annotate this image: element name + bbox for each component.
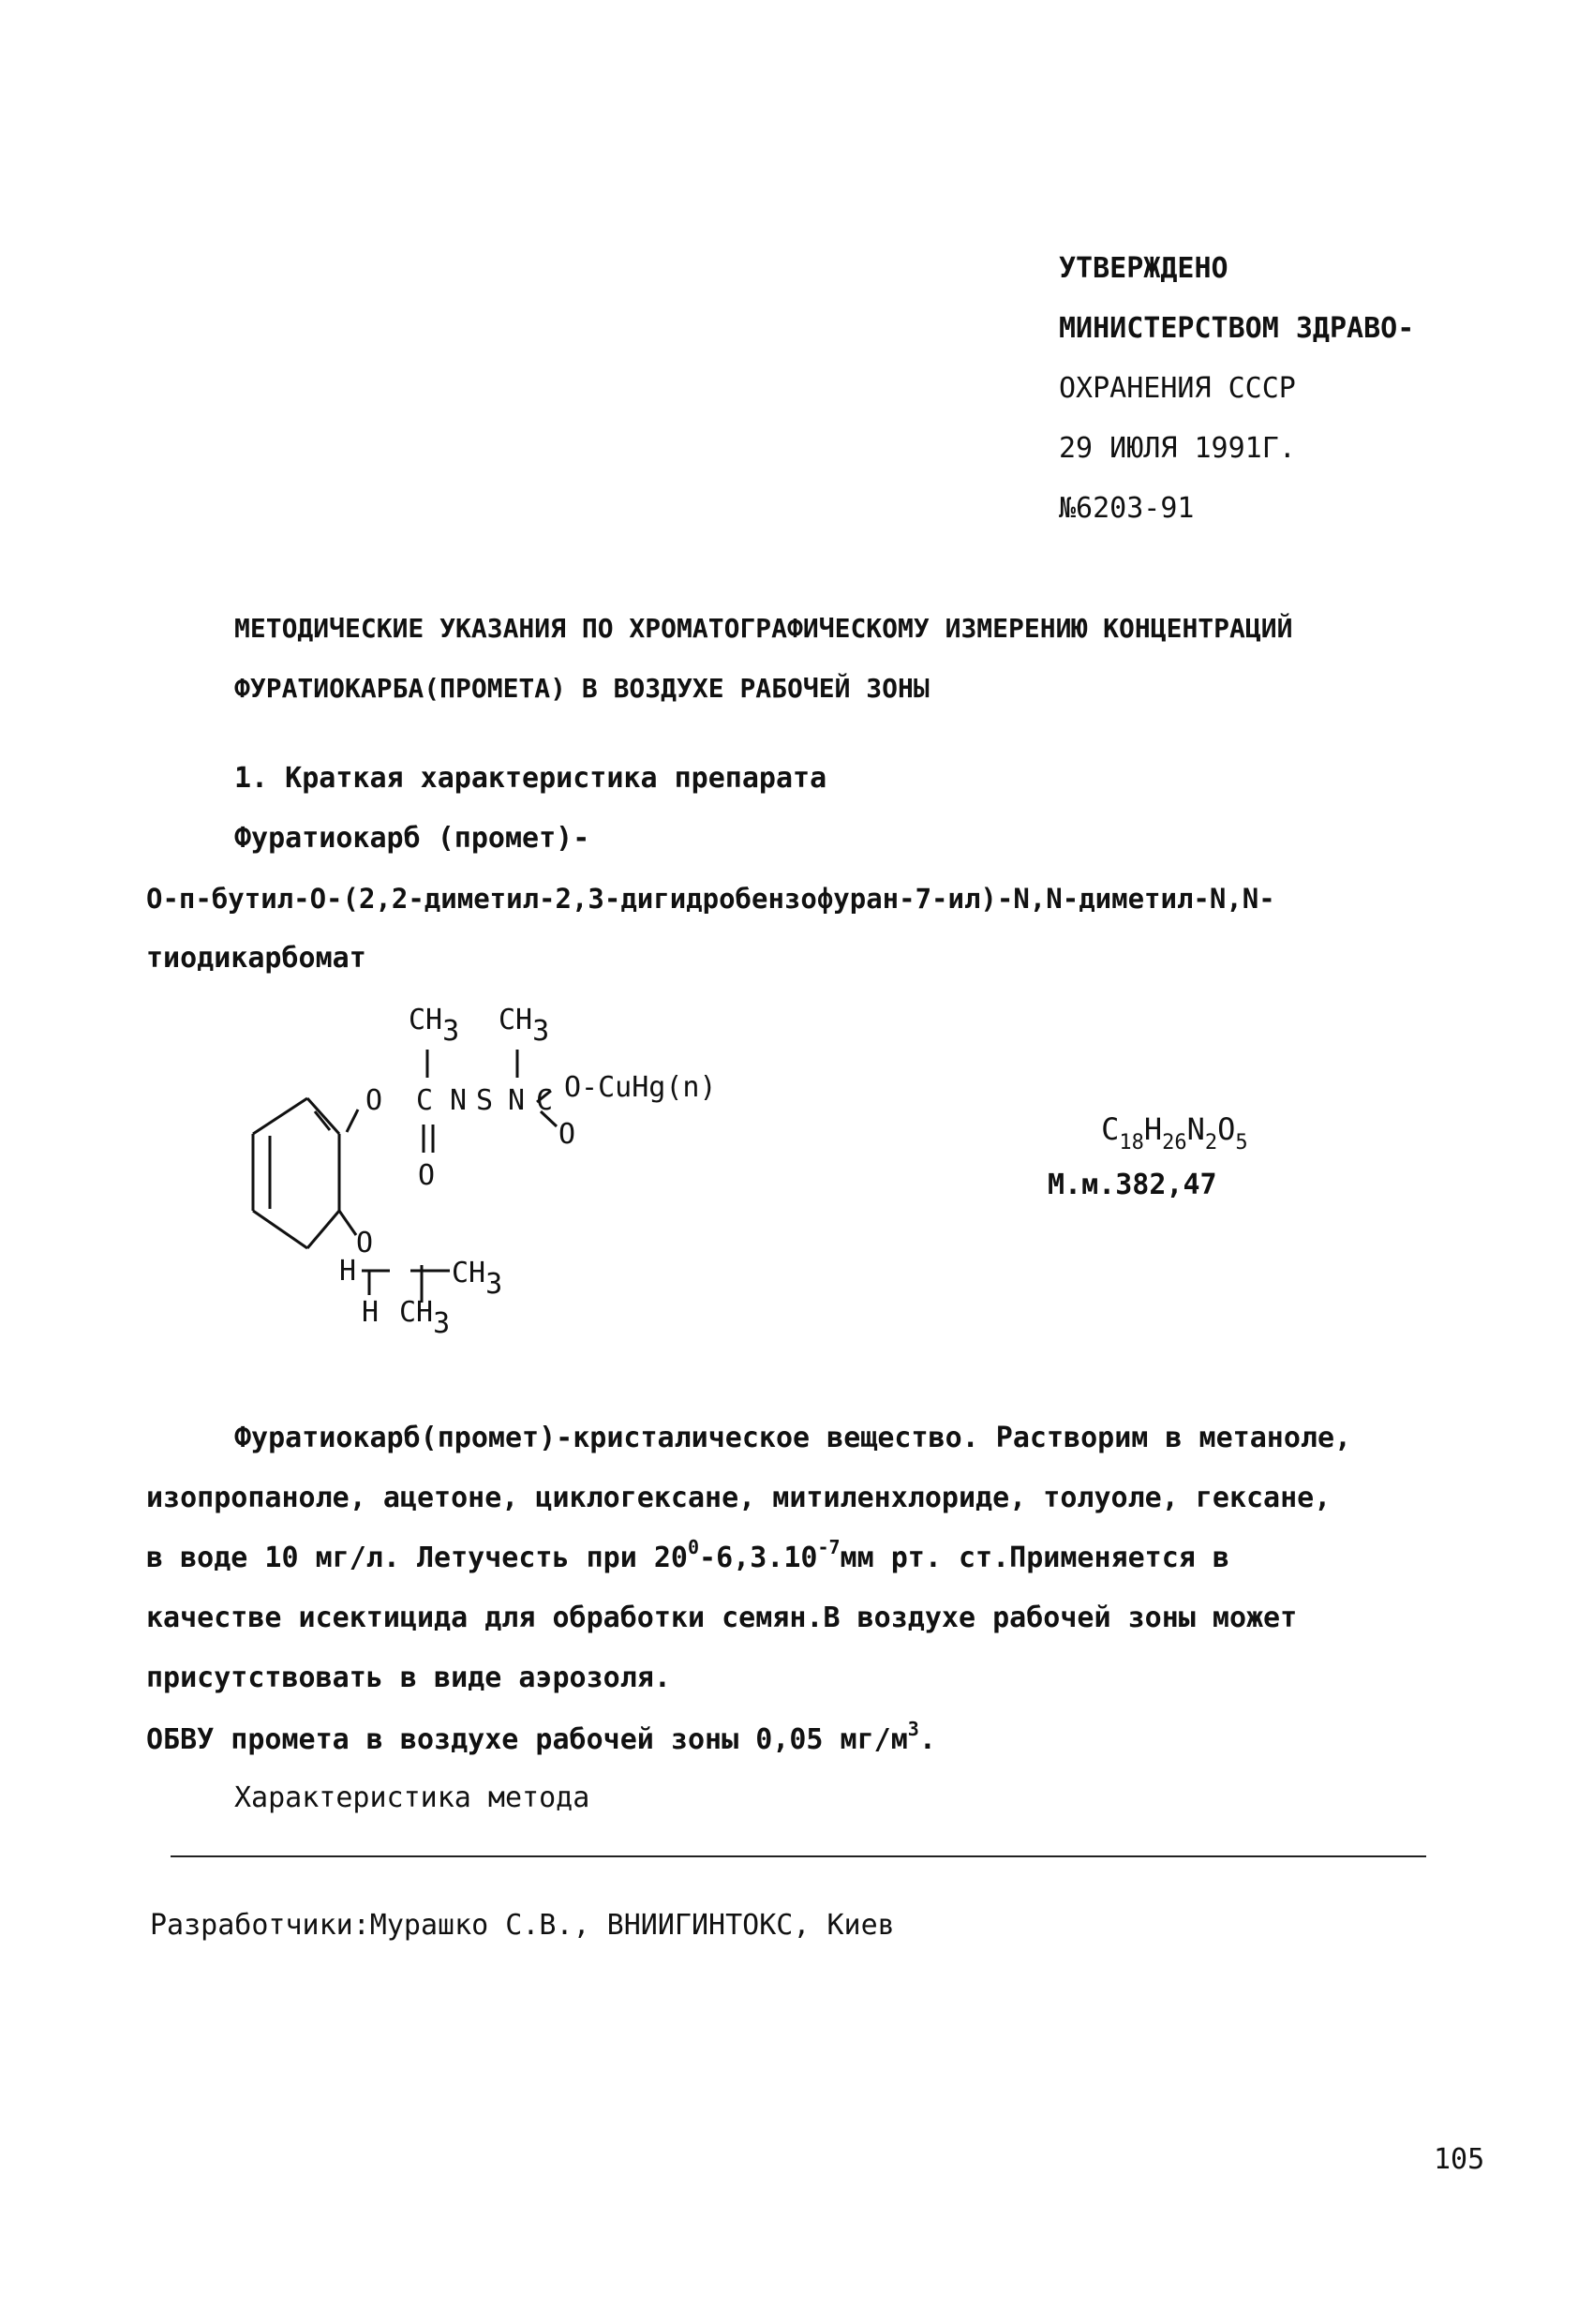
description-line-3: в воде 10 мг/л. Летучесть при $20^0-6,3.10^{-7}мм$ рт. ст.Применяется в [146, 1536, 1229, 1574]
ch3-left-label: CH3 [409, 1004, 460, 1048]
document-title-line-2: ФУРАТИОКАРБА(ПРОМЕТА) В ВОЗДУХЕ РАБОЧЕЙ ЗОНЫ [234, 673, 930, 704]
approval-number: №6203-91 [1059, 492, 1195, 525]
molecular-formula: $C_{18}H_{26}N_2O_5$ [1101, 1111, 1248, 1155]
ester-oxygen-label: O [365, 1084, 383, 1117]
sulfur-label: S [476, 1084, 494, 1117]
approval-line-4: 29 ИЮЛЯ 1991Г. [1059, 432, 1296, 465]
description-line-2: изопропаноле, ацетоне, циклогексане, митиленхлориде, толуоле, гексане, [146, 1482, 1332, 1514]
obuv-line: ОБВУ промета в воздухе рабочей зоны 0,05 $мг/м^3$. [146, 1718, 936, 1756]
developers-footnote: Разработчики:Мурашко С.В., ВНИИГИНТОКС, Киев [150, 1909, 895, 1942]
structural-formula-drawing [225, 993, 862, 1387]
carbonyl-carbon-left: C [416, 1084, 434, 1117]
description-line-4: качестве исектицида для обработки семян.В воздухе рабочей зоны может [146, 1601, 1298, 1634]
carbonyl-carbon-right: C [536, 1084, 554, 1117]
page-number: 105 [1434, 2143, 1485, 2176]
compound-name: Фуратиокарб (промет)- [234, 822, 590, 855]
ch3-ring-side-label: CH3 [452, 1257, 503, 1301]
hydrogen-top-label: H [339, 1255, 357, 1288]
document-title-line-1: МЕТОДИЧЕСКИЕ УКАЗАНИЯ ПО ХРОМАТОГРАФИЧЕСКОМУ ИЗМЕРЕНИЮ КОНЦЕНТРАЦИЙ [234, 613, 1293, 644]
iupac-name-line-2: тиодикарбомат [146, 942, 366, 975]
o-cuhg-label: O-CuHg(n) [564, 1071, 717, 1104]
approval-line-3: ОХРАНЕНИЯ СССР [1059, 372, 1296, 405]
approval-line-2: МИНИСТЕРСТВОМ ЗДРАВО- [1059, 312, 1415, 345]
nitrogen-right: N [508, 1084, 526, 1117]
ch3-ring-bottom-label: CH3 [399, 1296, 451, 1340]
carbonyl-oxygen-left: O [418, 1159, 436, 1192]
iupac-name-line-1: О-п-бутил-О-(2,2-диметил-2,3-дигидробензофуран-7-ил)-N,N-диметил-N,N- [146, 883, 1275, 915]
description-line-1: Фуратиокарб(промет)-кристалическое вещество. Растворим в метаноле, [234, 1422, 1352, 1454]
method-heading: Характеристика метода [234, 1781, 590, 1814]
molecular-mass: М.м.382,47 [1048, 1169, 1217, 1201]
description-line-5: присутствовать в виде аэрозоля. [146, 1661, 671, 1694]
ch3-right-label: CH3 [499, 1004, 550, 1048]
structural-formula [225, 993, 862, 1387]
footnote-divider [171, 1855, 1426, 1857]
nitrogen-left: N [450, 1084, 468, 1117]
benzene-ring [253, 1098, 339, 1248]
carbonyl-oxygen-right: O [558, 1118, 576, 1151]
section-1-heading: 1. Краткая характеристика препарата [234, 762, 827, 795]
approval-line-1: УТВЕРЖДЕНО [1059, 252, 1228, 285]
ring-oxygen-label: O [356, 1227, 374, 1259]
hydrogen-bottom-label: H [362, 1296, 380, 1329]
